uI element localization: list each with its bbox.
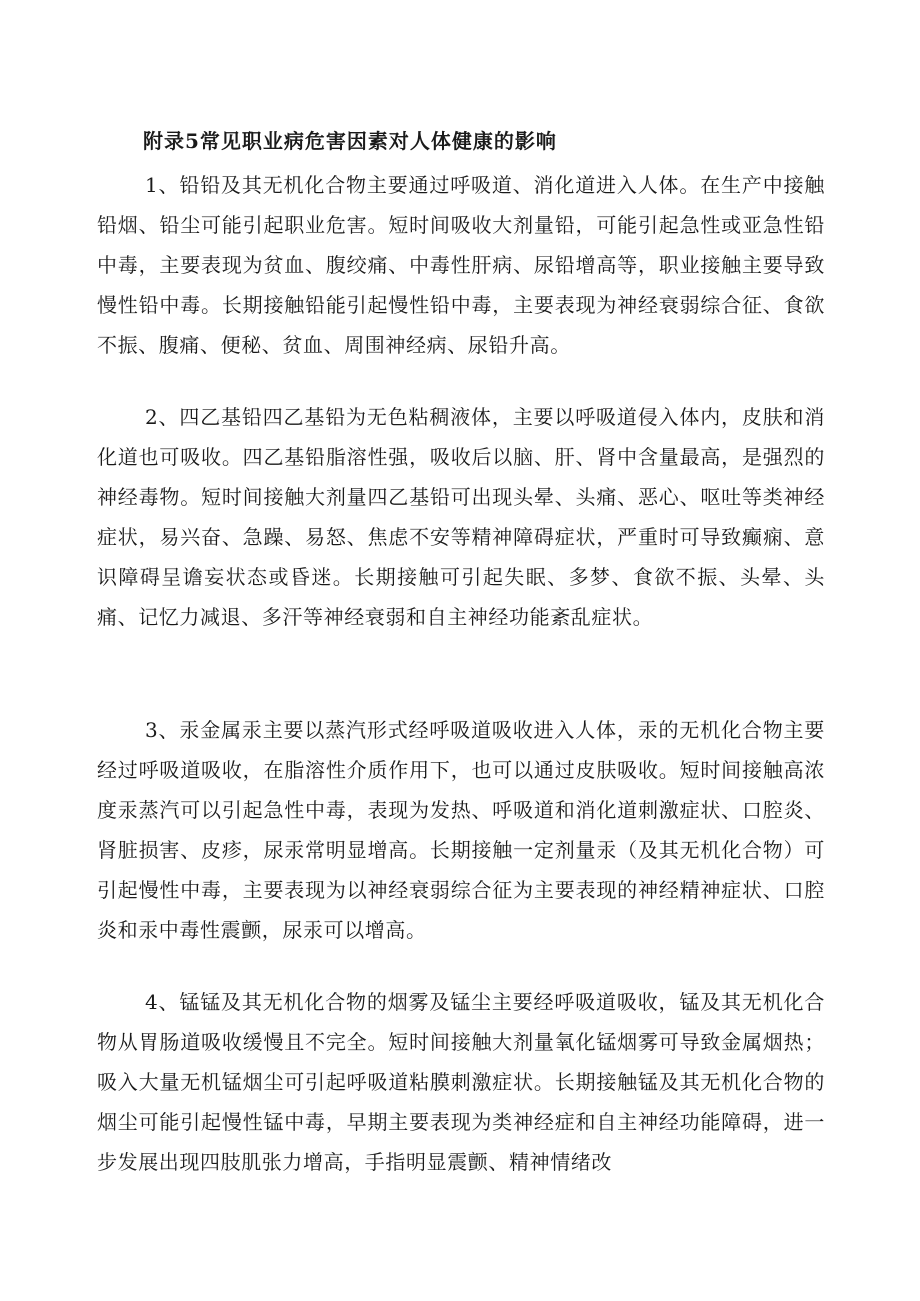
paragraph-manganese: 4、锰锰及其无机化合物的烟雾及锰尘主要经呼吸道吸收，锰及其无机化合物从胃肠道吸收缓慢且不完全。短时间接触大剂量氧化锰烟雾可导致金属烟热；吸入大量无机锰烟尘可引起呼吸道粘膜刺激症状。长期接触锰及其无机化合物的烟尘可能引起慢性锰中毒，早期主要表现为类神经症和自主神经功能障碍，进一步发展出现四肢肌张力增高，手指明显震颤、精神情绪改 <box>97 990 825 1174</box>
paragraph-lead: 1、铅铅及其无机化合物主要通过呼吸道、消化道进入人体。在生产中接触铅烟、铅尘可能引起职业危害。短时间吸收大剂量铅，可能引起急性或亚急性铅中毒，主要表现为贫血、腹绞痛、中毒性肝病、尿铅增高等，职业接触主要导致慢性铅中毒。长期接触铅能引起慢性铅中毒，主要表现为神经衰弱综合征、食欲不振、腹痛、便秘、贫血、周围神经病、尿铅升高。 <box>97 173 825 357</box>
appendix-title: 附录5常见职业病危害因素对人体健康的影响 <box>143 129 557 153</box>
paragraph-mercury: 3、汞金属汞主要以蒸汽形式经呼吸道吸收进入人体，汞的无机化合物主要经过呼吸道吸收，在脂溶性介质作用下，也可以通过皮肤吸收。短时间接触高浓度汞蒸汽可以引起急性中毒，表现为发热、呼吸道和消化道刺激症状、口腔炎、肾脏损害、皮疹，尿汞常明显增高。长期接触一定剂量汞（及其无机化合物）可引起慢性中毒，主要表现为以神经衰弱综合征为主要表现的神经精神症状、口腔炎和汞中毒性震颤，尿汞可以增高。 <box>97 718 825 942</box>
paragraph-tetraethyl-lead: 2、四乙基铅四乙基铅为无色粘稠液体，主要以呼吸道侵入体内，皮肤和消化道也可吸收。四乙基铅脂溶性强，吸收后以脑、肝、肾中含量最高，是强烈的神经毒物。短时间接触大剂量四乙基铅可出现头晕、头痛、恶心、呕吐等类神经症状，易兴奋、急躁、易怒、焦虑不安等精神障碍症状，严重时可导致癫痫、意识障碍呈谵妄状态或昏迷。长期接触可引起失眠、多梦、食欲不振、头晕、头痛、记忆力减退、多汗等神经衰弱和自主神经功能紊乱症状。 <box>97 405 825 629</box>
